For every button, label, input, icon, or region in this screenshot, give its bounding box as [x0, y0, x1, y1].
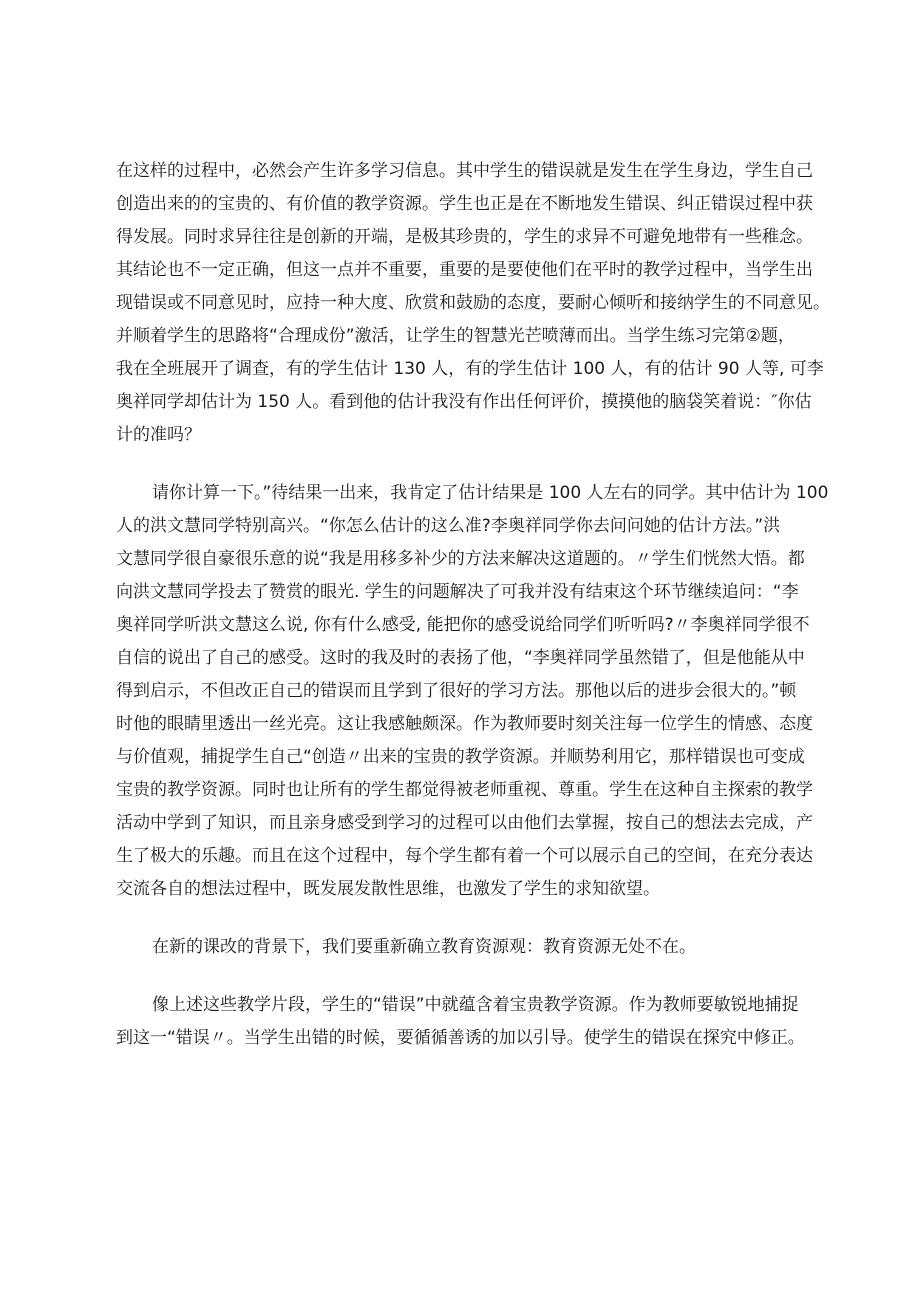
paragraph-3-line-1: 在新的课改的背景下，我们要重新确立教育资源观：教育资源无处不在。	[152, 937, 696, 957]
paragraph-2-line-11: 活动中学到了知识，而且亲身感受到学习的过程可以由他们去掌握，按自己的想法去完成，产	[116, 813, 813, 833]
paragraph-1-line-8: 奥祥同学却估计为 150 人。看到他的估计我没有作出任何评价，摸摸他的脑袋笑着说：″你估	[116, 392, 812, 412]
paragraph-1-line-4: 其结论也不一定正确，但这一点并不重要，重要的是要使他们在平时的教学过程中，当学生出	[116, 260, 813, 280]
paragraph-2-line-10: 宝贵的教学资源。同时也让所有的学生都觉得被老师重视、尊重。学生在这种自主探索的教学	[116, 780, 813, 800]
paragraph-1-line-1: 在这样的过程中，必然会产生许多学习信息。其中学生的错误就是发生在学生身边，学生自己	[116, 161, 813, 181]
paragraph-2-line-7: 得到启示，不但改正自己的错误而且学到了很好的学习方法。那他以后的进步会很大的。”顿	[116, 681, 797, 701]
paragraph-1-line-3: 得发展。同时求异往往是创新的开端，是极其珍贵的，学生的求异不可避免地带有一些稚念。	[116, 227, 813, 247]
paragraph-2-line-3: 文慧同学很自豪很乐意的说“我是用移多补少的方法来解决这道题的。〃学生们恍然大悟。都	[116, 549, 805, 569]
paragraph-1-line-9: 计的准吗？	[116, 425, 201, 445]
paragraph-2-line-5: 奥祥同学听洪文慧这么说, 你有什么感受, 能把你的感受说给同学们听听吗?〃李奥祥同学很不	[116, 615, 810, 635]
paragraph-4-line-2: 到这一“错误〃。当学生出错的时候，要循循善诱的加以引导。使学生的错误在探究中修正。	[116, 1028, 805, 1048]
paragraph-1-line-2: 创造出来的的宝贵的、有价值的教学资源。学生也正是在不断地发生错误、纠正错误过程中获	[116, 194, 813, 214]
paragraph-1-line-6: 并顺着学生的思路将“合理成份”激活，让学生的智慧光芒喷薄而出。当学生练习完第②题，	[116, 326, 795, 346]
paragraph-1-line-5: 现错误或不同意见时，应持一种大度、欣赏和鼓励的态度，要耐心倾听和接纳学生的不同意见。	[116, 293, 830, 313]
paragraph-4-line-1: 像上述这些教学片段，学生的“错误”中就蕴含着宝贵教学资源。作为教师要敏锐地捕捉	[152, 995, 799, 1015]
paragraph-2-line-1: 请你计算一下。”待结果一出来，我肯定了估计结果是 100 人左右的同学。其中估计为 100	[152, 483, 829, 503]
paragraph-2-line-13: 交流各自的想法过程中，既发展发散性思维，也激发了学生的求知欲望。	[116, 879, 660, 899]
paragraph-2-line-4: 向洪文慧同学投去了赞赏的眼光. 学生的问题解决了可我并没有结束这个环节继续追问：“李	[116, 582, 799, 602]
paragraph-2-line-6: 自信的说出了自己的感受。这时的我及时的表扬了他，“李奥祥同学虽然错了，但是他能从中	[116, 648, 805, 668]
paragraph-2-line-12: 生了极大的乐趣。而且在这个过程中，每个学生都有着一个可以展示自己的空间，在充分表达	[116, 846, 813, 866]
paragraph-2-line-2: 人的洪文慧同学特别高兴。“你怎么估计的这么准?李奥祥同学你去问问她的估计方法。”洪	[116, 516, 781, 536]
paragraph-1-line-7: 我在全班展开了调查，有的学生估计 130 人，有的学生估计 100 人，有的估计 90 人等, 可李	[116, 359, 824, 379]
paragraph-2-line-8: 时他的眼睛里透出一丝光亮。这让我感触颇深。作为教师要时刻关注每一位学生的情感、态度	[116, 714, 813, 734]
paragraph-2-line-9: 与价值观，捕捉学生自己“创造〃出来的宝贵的教学资源。并顺势利用它，那样错误也可变成	[116, 747, 805, 767]
